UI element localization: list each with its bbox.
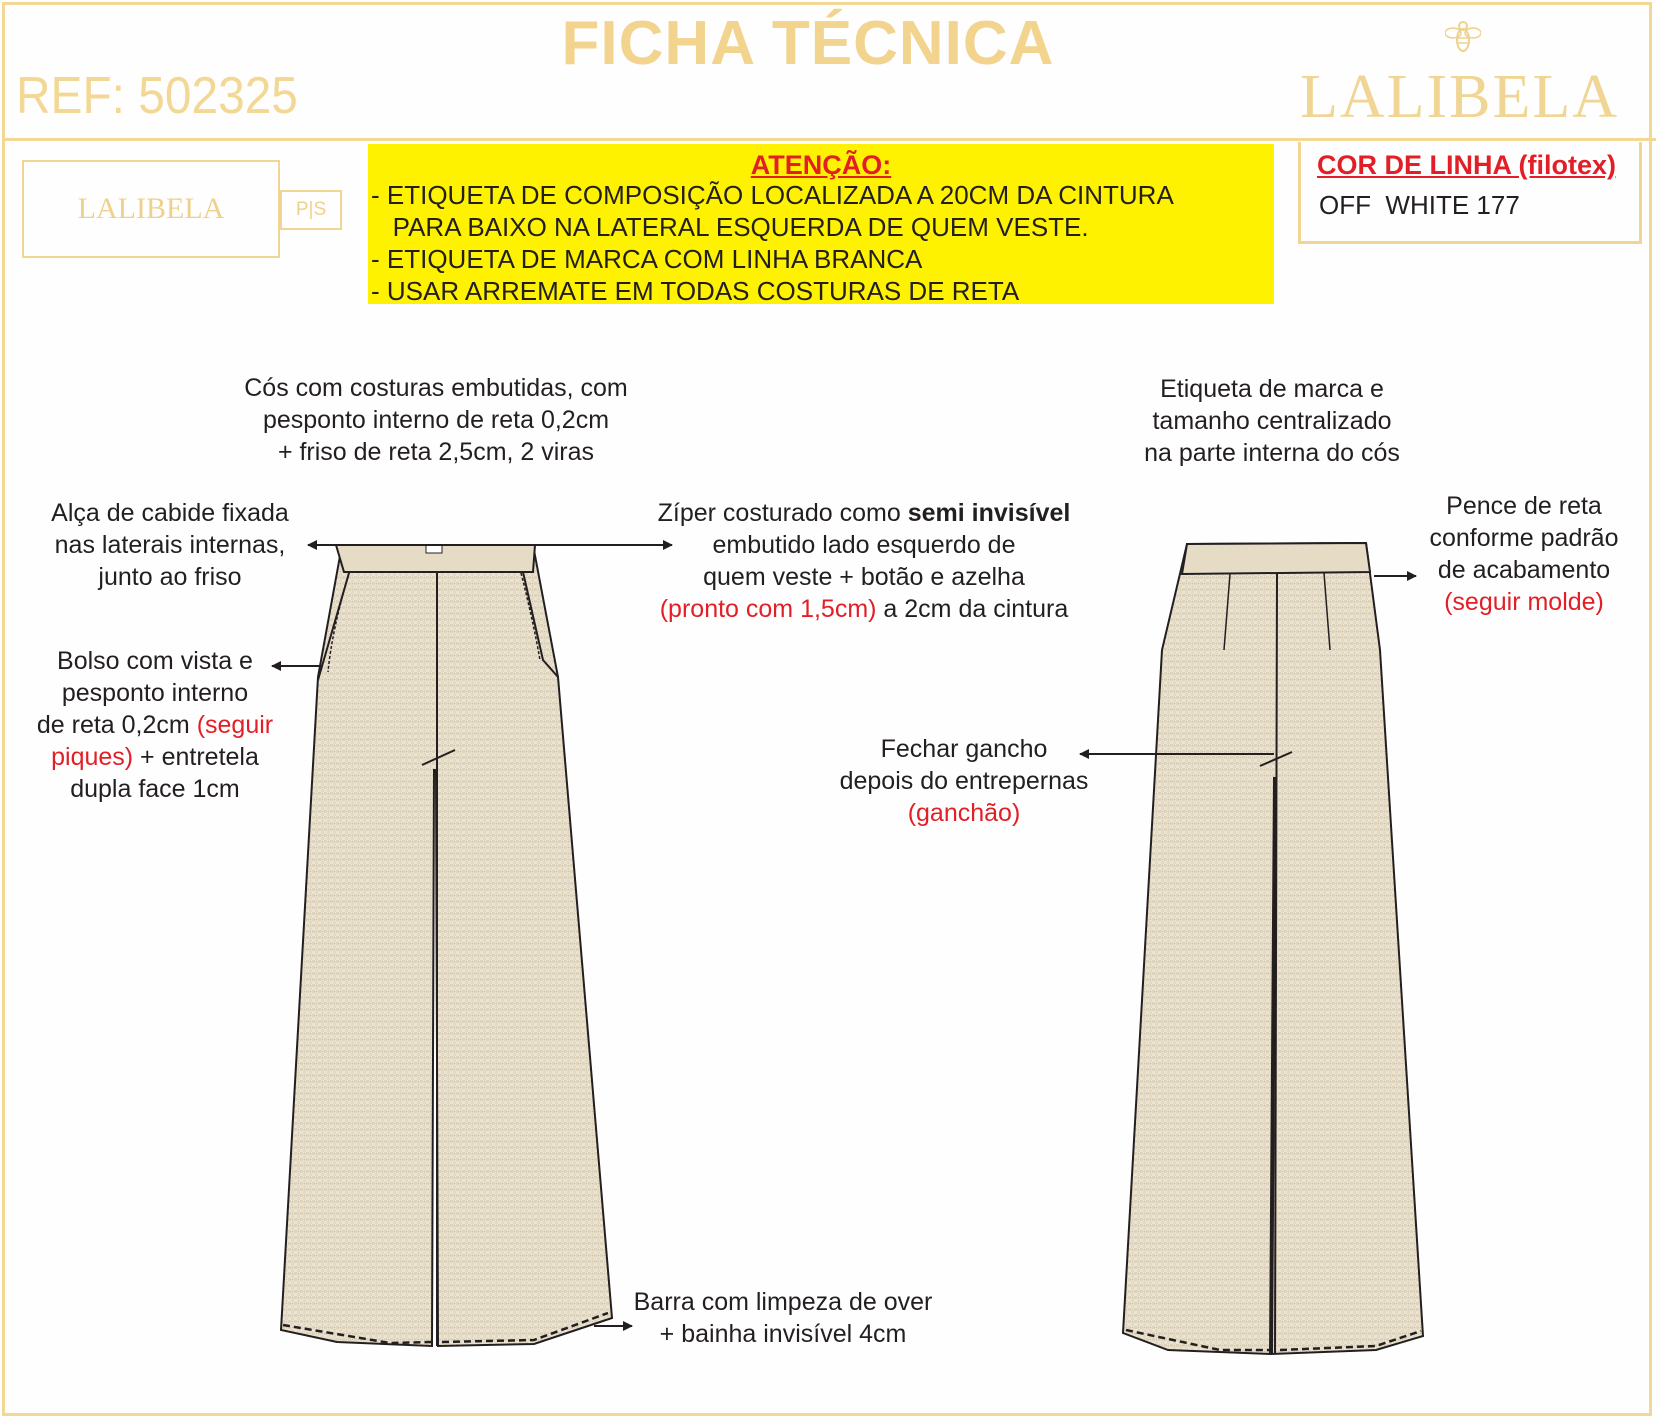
note-line: Alça de cabide fixada — [51, 499, 289, 527]
note-line: pesponto interno de reta 0,2cm — [262, 406, 610, 434]
note-hanger-loop — [20, 497, 320, 593]
note-text: de reta 0,2cm — [36, 711, 197, 739]
note-line: Pence de reta — [1446, 492, 1602, 520]
note-text-red: (ganchão) — [907, 799, 1021, 827]
attention-heading: ATENÇÃO: — [750, 150, 892, 180]
reference-code: REF: 502325 — [16, 67, 298, 125]
note-line: Fechar gancho — [880, 735, 1048, 763]
note-text-red: (seguir molde) — [1444, 588, 1604, 616]
note-line: junto ao friso — [98, 563, 242, 591]
thread-color-heading: COR DE LINHA (filotex) — [1317, 150, 1616, 180]
attention-line: - ETIQUETA DE COMPOSIÇÃO LOCALIZADA A 20CM DA CINTURA — [371, 180, 1174, 210]
note-text-red: (seguir — [196, 711, 274, 739]
note-dart — [1408, 490, 1640, 618]
note-crotch — [816, 733, 1112, 829]
note-line: quem veste + botão e azelha — [703, 563, 1025, 591]
attention-line: - ETIQUETA DE MARCA COM LINHA BRANCA — [371, 244, 923, 274]
back-view-pants — [1123, 543, 1423, 1354]
note-pocket — [14, 645, 296, 805]
note-zipper — [610, 497, 1118, 625]
note-hem — [610, 1286, 956, 1350]
size-tag: P|S — [280, 190, 342, 230]
note-text-red: piques) — [51, 743, 134, 771]
attention-line: PARA BAIXO NA LATERAL ESQUERDA DE QUEM VESTE. — [371, 212, 1089, 242]
note-line: Bolso com vista e — [57, 647, 253, 675]
page-title: FICHA TÉCNICA — [561, 9, 1055, 78]
note-line: dupla face 1cm — [70, 775, 240, 803]
note-line: nas laterais internas, — [54, 531, 286, 559]
note-line: Barra com limpeza de over — [633, 1288, 933, 1316]
brand-logo-text: LALIBELA — [1300, 63, 1620, 131]
front-view-pants — [281, 545, 612, 1346]
note-brand-label — [1110, 373, 1434, 469]
note-text: Zíper costurado como — [657, 499, 908, 527]
note-line: depois do entrepernas — [839, 767, 1089, 795]
note-line: na parte interna do cós — [1144, 439, 1400, 467]
note-line: tamanho centralizado — [1152, 407, 1392, 435]
note-line: de acabamento — [1437, 556, 1611, 584]
note-line: + bainha invisível 4cm — [659, 1320, 907, 1348]
note-text-bold: semi invisível — [907, 499, 1071, 527]
attention-line: - USAR ARREMATE EM TODAS COSTURAS DE RETA — [371, 276, 1020, 306]
note-waistband — [200, 372, 672, 468]
note-line: pesponto interno — [61, 679, 249, 707]
note-line: Cós com costuras embutidas, com — [244, 374, 628, 402]
thread-color-value: OFF WHITE 177 — [1319, 190, 1520, 220]
note-line: conforme padrão — [1429, 524, 1619, 552]
note-text: a 2cm da cintura — [876, 595, 1069, 623]
note-line: + friso de reta 2,5cm, 2 viras — [277, 438, 595, 466]
note-line: Etiqueta de marca e — [1160, 375, 1384, 403]
note-line: embutido lado esquerdo de — [712, 531, 1016, 559]
note-text: + entretela — [133, 743, 259, 771]
note-text-red: (pronto com 1,5cm) — [659, 595, 877, 623]
brand-label-text: LALIBELA — [77, 192, 225, 225]
